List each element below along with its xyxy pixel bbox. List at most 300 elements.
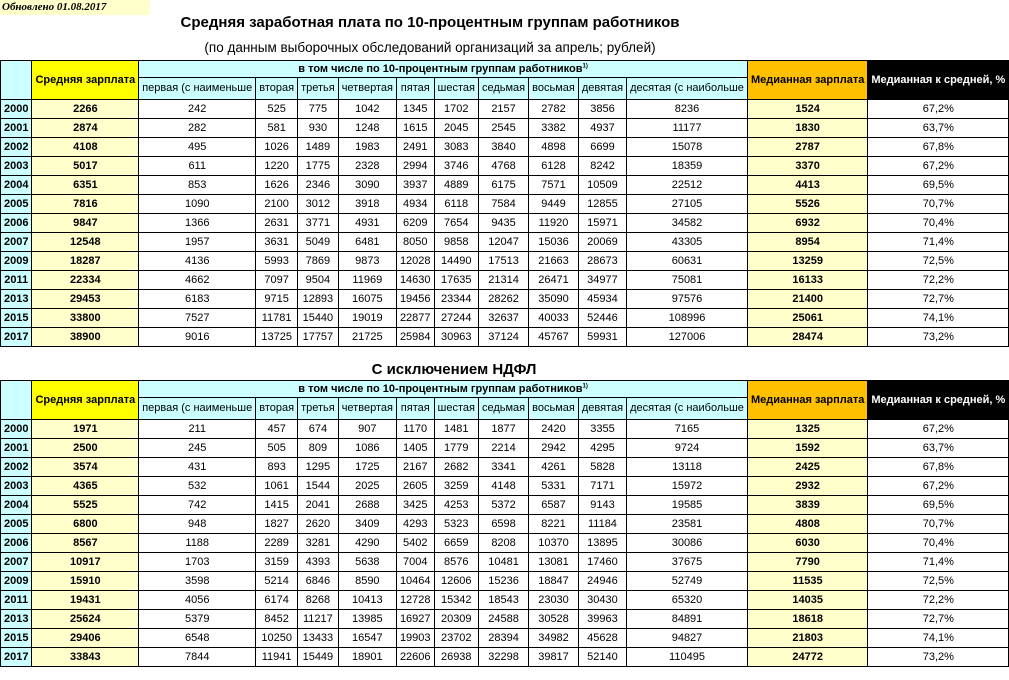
group-value-cell: 2620 bbox=[298, 515, 339, 534]
group-value-cell: 532 bbox=[139, 477, 256, 496]
page-subtitle: (по данным выборочных обследований организаций за апрель; рублей) bbox=[204, 40, 656, 55]
group-value-cell: 45767 bbox=[529, 328, 579, 347]
average-salary-cell: 25624 bbox=[32, 610, 139, 629]
group-value-cell: 4889 bbox=[434, 176, 478, 195]
group-value-cell: 1779 bbox=[434, 439, 478, 458]
group-value-cell: 30086 bbox=[627, 534, 748, 553]
group-value-cell: 6209 bbox=[396, 214, 434, 233]
group-value-cell: 15036 bbox=[529, 233, 579, 252]
year-cell: 2005 bbox=[1, 515, 32, 534]
group-value-cell: 1775 bbox=[298, 157, 339, 176]
group-value-cell: 37124 bbox=[478, 328, 528, 347]
group-value-cell: 9143 bbox=[578, 496, 626, 515]
group-value-cell: 1877 bbox=[478, 420, 528, 439]
group-value-cell: 24588 bbox=[478, 610, 528, 629]
average-salary-cell: 2266 bbox=[32, 100, 139, 119]
group-value-cell: 5638 bbox=[338, 553, 396, 572]
table-row bbox=[1, 119, 1009, 138]
header-group-2: вторая bbox=[256, 398, 298, 420]
ratio-cell: 73,2% bbox=[868, 648, 1009, 667]
group-value-cell: 775 bbox=[298, 100, 339, 119]
group-value-cell: 1345 bbox=[396, 100, 434, 119]
group-value-cell: 13895 bbox=[578, 534, 626, 553]
group-value-cell: 525 bbox=[256, 100, 298, 119]
header-median-to-average: Медианная к средней, % bbox=[868, 381, 1009, 420]
group-value-cell: 32298 bbox=[478, 648, 528, 667]
group-value-cell: 39963 bbox=[578, 610, 626, 629]
group-value-cell: 1957 bbox=[139, 233, 256, 252]
group-value-cell: 3083 bbox=[434, 138, 478, 157]
group-value-cell: 21725 bbox=[338, 328, 396, 347]
header-row bbox=[1, 381, 1009, 398]
group-value-cell: 2688 bbox=[338, 496, 396, 515]
table-row bbox=[1, 591, 1009, 610]
header-group-9: девятая bbox=[578, 78, 626, 100]
group-value-cell: 2041 bbox=[298, 496, 339, 515]
ratio-cell: 74,1% bbox=[868, 309, 1009, 328]
year-cell: 2006 bbox=[1, 214, 32, 233]
group-value-cell: 6481 bbox=[338, 233, 396, 252]
group-value-cell: 2289 bbox=[256, 534, 298, 553]
group-value-cell: 2100 bbox=[256, 195, 298, 214]
median-salary-cell: 4413 bbox=[747, 176, 867, 195]
group-value-cell: 1170 bbox=[396, 420, 434, 439]
group-value-cell: 45934 bbox=[578, 290, 626, 309]
year-cell: 2007 bbox=[1, 233, 32, 252]
group-value-cell: 242 bbox=[139, 100, 256, 119]
average-salary-cell: 19431 bbox=[32, 591, 139, 610]
group-value-cell: 495 bbox=[139, 138, 256, 157]
group-value-cell: 27105 bbox=[627, 195, 748, 214]
average-salary-cell: 1971 bbox=[32, 420, 139, 439]
group-value-cell: 22877 bbox=[396, 309, 434, 328]
group-value-cell: 1415 bbox=[256, 496, 298, 515]
group-value-cell: 15972 bbox=[627, 477, 748, 496]
group-value-cell: 8268 bbox=[298, 591, 339, 610]
group-value-cell: 2167 bbox=[396, 458, 434, 477]
ratio-cell: 71,4% bbox=[868, 233, 1009, 252]
group-value-cell: 907 bbox=[338, 420, 396, 439]
table-row bbox=[1, 496, 1009, 515]
median-salary-cell: 2787 bbox=[747, 138, 867, 157]
group-value-cell: 5049 bbox=[298, 233, 339, 252]
group-value-cell: 742 bbox=[139, 496, 256, 515]
group-value-cell: 431 bbox=[139, 458, 256, 477]
table-row bbox=[1, 309, 1009, 328]
group-value-cell: 22606 bbox=[396, 648, 434, 667]
group-value-cell: 4253 bbox=[434, 496, 478, 515]
ratio-cell: 69,5% bbox=[868, 496, 1009, 515]
group-value-cell: 16547 bbox=[338, 629, 396, 648]
group-value-cell: 94827 bbox=[627, 629, 748, 648]
median-salary-cell: 7790 bbox=[747, 553, 867, 572]
group-value-cell: 893 bbox=[256, 458, 298, 477]
group-value-cell: 6174 bbox=[256, 591, 298, 610]
group-value-cell: 15449 bbox=[298, 648, 339, 667]
group-value-cell: 5372 bbox=[478, 496, 528, 515]
group-value-cell: 853 bbox=[139, 176, 256, 195]
median-salary-cell: 16133 bbox=[747, 271, 867, 290]
group-value-cell: 17757 bbox=[298, 328, 339, 347]
group-value-cell: 40033 bbox=[529, 309, 579, 328]
group-value-cell: 2346 bbox=[298, 176, 339, 195]
group-value-cell: 3771 bbox=[298, 214, 339, 233]
group-value-cell: 6548 bbox=[139, 629, 256, 648]
group-value-cell: 6128 bbox=[529, 157, 579, 176]
header-group-7: седьмая bbox=[478, 398, 528, 420]
group-value-cell: 21314 bbox=[478, 271, 528, 290]
average-salary-cell: 6800 bbox=[32, 515, 139, 534]
group-value-cell: 3918 bbox=[338, 195, 396, 214]
year-cell: 2002 bbox=[1, 458, 32, 477]
average-salary-cell: 9847 bbox=[32, 214, 139, 233]
ratio-cell: 73,2% bbox=[868, 328, 1009, 347]
year-cell: 2006 bbox=[1, 534, 32, 553]
ratio-cell: 67,8% bbox=[868, 138, 1009, 157]
ratio-cell: 72,7% bbox=[868, 610, 1009, 629]
group-value-cell: 13725 bbox=[256, 328, 298, 347]
median-salary-cell: 1592 bbox=[747, 439, 867, 458]
group-value-cell: 22512 bbox=[627, 176, 748, 195]
group-value-cell: 9873 bbox=[338, 252, 396, 271]
median-salary-cell: 28474 bbox=[747, 328, 867, 347]
header-group-4: четвертая bbox=[338, 78, 396, 100]
median-salary-cell: 6932 bbox=[747, 214, 867, 233]
table-row bbox=[1, 477, 1009, 496]
group-value-cell: 809 bbox=[298, 439, 339, 458]
group-value-cell: 30430 bbox=[578, 591, 626, 610]
group-value-cell: 34582 bbox=[627, 214, 748, 233]
ratio-cell: 67,2% bbox=[868, 420, 1009, 439]
group-value-cell: 4136 bbox=[139, 252, 256, 271]
group-value-cell: 16075 bbox=[338, 290, 396, 309]
group-value-cell: 4290 bbox=[338, 534, 396, 553]
year-cell: 2000 bbox=[1, 420, 32, 439]
header-group-8: восьмая bbox=[529, 78, 579, 100]
group-value-cell: 12855 bbox=[578, 195, 626, 214]
group-value-cell: 23581 bbox=[627, 515, 748, 534]
group-value-cell: 4056 bbox=[139, 591, 256, 610]
group-value-cell: 24946 bbox=[578, 572, 626, 591]
average-salary-cell: 38900 bbox=[32, 328, 139, 347]
group-value-cell: 97576 bbox=[627, 290, 748, 309]
group-value-cell: 2420 bbox=[529, 420, 579, 439]
header-group-10: десятая (с наибольше bbox=[627, 78, 748, 100]
group-value-cell: 110495 bbox=[627, 648, 748, 667]
median-salary-cell: 6030 bbox=[747, 534, 867, 553]
group-value-cell: 2157 bbox=[478, 100, 528, 119]
median-salary-cell: 1524 bbox=[747, 100, 867, 119]
table-row bbox=[1, 553, 1009, 572]
group-value-cell: 2682 bbox=[434, 458, 478, 477]
group-value-cell: 13118 bbox=[627, 458, 748, 477]
group-value-cell: 2491 bbox=[396, 138, 434, 157]
ratio-cell: 67,2% bbox=[868, 100, 1009, 119]
year-cell: 2003 bbox=[1, 157, 32, 176]
group-value-cell: 1702 bbox=[434, 100, 478, 119]
group-value-cell: 3856 bbox=[578, 100, 626, 119]
group-value-cell: 23702 bbox=[434, 629, 478, 648]
table-row bbox=[1, 157, 1009, 176]
group-value-cell: 6659 bbox=[434, 534, 478, 553]
group-value-cell: 581 bbox=[256, 119, 298, 138]
group-value-cell: 505 bbox=[256, 439, 298, 458]
group-value-cell: 10509 bbox=[578, 176, 626, 195]
group-value-cell: 3259 bbox=[434, 477, 478, 496]
header-median-salary: Медианная зарплата bbox=[747, 61, 867, 100]
group-value-cell: 7004 bbox=[396, 553, 434, 572]
group-value-cell: 75081 bbox=[627, 271, 748, 290]
group-value-cell: 30963 bbox=[434, 328, 478, 347]
group-value-cell: 52446 bbox=[578, 309, 626, 328]
header-group-8: восьмая bbox=[529, 398, 579, 420]
ratio-cell: 72,7% bbox=[868, 290, 1009, 309]
header-group-10: десятая (с наибольше bbox=[627, 398, 748, 420]
group-value-cell: 14630 bbox=[396, 271, 434, 290]
median-salary-cell: 21803 bbox=[747, 629, 867, 648]
average-salary-cell: 3574 bbox=[32, 458, 139, 477]
average-salary-cell: 2500 bbox=[32, 439, 139, 458]
group-value-cell: 4931 bbox=[338, 214, 396, 233]
median-salary-cell: 25061 bbox=[747, 309, 867, 328]
year-cell: 2004 bbox=[1, 496, 32, 515]
group-value-cell: 17635 bbox=[434, 271, 478, 290]
groups-caption-footnote: 1) bbox=[582, 383, 588, 390]
group-value-cell: 19585 bbox=[627, 496, 748, 515]
group-value-cell: 19456 bbox=[396, 290, 434, 309]
group-value-cell: 930 bbox=[298, 119, 339, 138]
table-row bbox=[1, 572, 1009, 591]
group-value-cell: 23344 bbox=[434, 290, 478, 309]
header-group-6: шестая bbox=[434, 78, 478, 100]
group-value-cell: 9715 bbox=[256, 290, 298, 309]
group-value-cell: 3012 bbox=[298, 195, 339, 214]
average-salary-cell: 29406 bbox=[32, 629, 139, 648]
group-value-cell: 43305 bbox=[627, 233, 748, 252]
group-value-cell: 11217 bbox=[298, 610, 339, 629]
group-value-cell: 4934 bbox=[396, 195, 434, 214]
group-value-cell: 15236 bbox=[478, 572, 528, 591]
group-value-cell: 21663 bbox=[529, 252, 579, 271]
group-value-cell: 28673 bbox=[578, 252, 626, 271]
group-value-cell: 15971 bbox=[578, 214, 626, 233]
group-value-cell: 9435 bbox=[478, 214, 528, 233]
group-value-cell: 11184 bbox=[578, 515, 626, 534]
group-value-cell: 1042 bbox=[338, 100, 396, 119]
group-value-cell: 4662 bbox=[139, 271, 256, 290]
group-value-cell: 127006 bbox=[627, 328, 748, 347]
group-value-cell: 3425 bbox=[396, 496, 434, 515]
group-value-cell: 18543 bbox=[478, 591, 528, 610]
group-value-cell: 11781 bbox=[256, 309, 298, 328]
group-value-cell: 5331 bbox=[529, 477, 579, 496]
group-value-cell: 10413 bbox=[338, 591, 396, 610]
group-value-cell: 6118 bbox=[434, 195, 478, 214]
year-cell: 2011 bbox=[1, 271, 32, 290]
ratio-cell: 72,5% bbox=[868, 572, 1009, 591]
group-value-cell: 1248 bbox=[338, 119, 396, 138]
group-value-cell: 28262 bbox=[478, 290, 528, 309]
ratio-cell: 70,4% bbox=[868, 214, 1009, 233]
group-value-cell: 65320 bbox=[627, 591, 748, 610]
median-salary-cell: 13259 bbox=[747, 252, 867, 271]
year-cell: 2004 bbox=[1, 176, 32, 195]
group-value-cell: 34977 bbox=[578, 271, 626, 290]
group-value-cell: 11969 bbox=[338, 271, 396, 290]
median-salary-cell: 8954 bbox=[747, 233, 867, 252]
group-value-cell: 59931 bbox=[578, 328, 626, 347]
group-value-cell: 12047 bbox=[478, 233, 528, 252]
group-value-cell: 9858 bbox=[434, 233, 478, 252]
group-value-cell: 6699 bbox=[578, 138, 626, 157]
group-value-cell: 7571 bbox=[529, 176, 579, 195]
group-value-cell: 1188 bbox=[139, 534, 256, 553]
ratio-cell: 63,7% bbox=[868, 119, 1009, 138]
group-value-cell: 12893 bbox=[298, 290, 339, 309]
group-value-cell: 2631 bbox=[256, 214, 298, 233]
group-value-cell: 10481 bbox=[478, 553, 528, 572]
group-value-cell: 19019 bbox=[338, 309, 396, 328]
group-value-cell: 2328 bbox=[338, 157, 396, 176]
group-value-cell: 3159 bbox=[256, 553, 298, 572]
header-group-5: пятая bbox=[396, 78, 434, 100]
group-value-cell: 15440 bbox=[298, 309, 339, 328]
year-cell: 2001 bbox=[1, 439, 32, 458]
table-row bbox=[1, 610, 1009, 629]
group-value-cell: 26471 bbox=[529, 271, 579, 290]
group-value-cell: 8208 bbox=[478, 534, 528, 553]
group-value-cell: 10370 bbox=[529, 534, 579, 553]
group-value-cell: 4148 bbox=[478, 477, 528, 496]
group-value-cell: 14490 bbox=[434, 252, 478, 271]
group-value-cell: 20309 bbox=[434, 610, 478, 629]
table-row bbox=[1, 100, 1009, 119]
group-value-cell: 2025 bbox=[338, 477, 396, 496]
group-value-cell: 35090 bbox=[529, 290, 579, 309]
group-value-cell: 211 bbox=[139, 420, 256, 439]
table-row bbox=[1, 252, 1009, 271]
header-group-2: вторая bbox=[256, 78, 298, 100]
group-value-cell: 7869 bbox=[298, 252, 339, 271]
table-row bbox=[1, 138, 1009, 157]
average-salary-cell: 18287 bbox=[32, 252, 139, 271]
year-cell: 2009 bbox=[1, 572, 32, 591]
group-value-cell: 7654 bbox=[434, 214, 478, 233]
group-value-cell: 6846 bbox=[298, 572, 339, 591]
group-value-cell: 1725 bbox=[338, 458, 396, 477]
group-value-cell: 7844 bbox=[139, 648, 256, 667]
header-group-9: девятая bbox=[578, 398, 626, 420]
group-value-cell: 12028 bbox=[396, 252, 434, 271]
group-value-cell: 4293 bbox=[396, 515, 434, 534]
group-value-cell: 4768 bbox=[478, 157, 528, 176]
group-value-cell: 1220 bbox=[256, 157, 298, 176]
table-row bbox=[1, 328, 1009, 347]
group-value-cell: 1544 bbox=[298, 477, 339, 496]
page-title: Средняя заработная плата по 10-процентным группам работников bbox=[180, 14, 680, 31]
header-group-5: пятая bbox=[396, 398, 434, 420]
group-value-cell: 5993 bbox=[256, 252, 298, 271]
ratio-cell: 63,7% bbox=[868, 439, 1009, 458]
group-value-cell: 7097 bbox=[256, 271, 298, 290]
ratio-cell: 71,4% bbox=[868, 553, 1009, 572]
table-row bbox=[1, 439, 1009, 458]
group-value-cell: 30528 bbox=[529, 610, 579, 629]
ratio-cell: 70,4% bbox=[868, 534, 1009, 553]
group-value-cell: 18901 bbox=[338, 648, 396, 667]
group-value-cell: 9449 bbox=[529, 195, 579, 214]
header-group-1: первая (с наименьше bbox=[139, 78, 256, 100]
group-value-cell: 674 bbox=[298, 420, 339, 439]
group-value-cell: 7165 bbox=[627, 420, 748, 439]
table-row bbox=[1, 420, 1009, 439]
median-salary-cell: 14035 bbox=[747, 591, 867, 610]
group-value-cell: 1061 bbox=[256, 477, 298, 496]
header-corner bbox=[1, 381, 32, 420]
table-row bbox=[1, 271, 1009, 290]
median-salary-cell: 5526 bbox=[747, 195, 867, 214]
header-group-4: четвертая bbox=[338, 398, 396, 420]
group-value-cell: 1090 bbox=[139, 195, 256, 214]
group-value-cell: 3840 bbox=[478, 138, 528, 157]
group-value-cell: 245 bbox=[139, 439, 256, 458]
median-salary-cell: 11535 bbox=[747, 572, 867, 591]
group-value-cell: 3746 bbox=[434, 157, 478, 176]
header-median-to-average: Медианная к средней, % bbox=[868, 61, 1009, 100]
group-value-cell: 3281 bbox=[298, 534, 339, 553]
average-salary-cell: 10917 bbox=[32, 553, 139, 572]
header-group-6: шестая bbox=[434, 398, 478, 420]
group-value-cell: 4393 bbox=[298, 553, 339, 572]
group-value-cell: 18847 bbox=[529, 572, 579, 591]
group-value-cell: 2994 bbox=[396, 157, 434, 176]
ratio-cell: 74,1% bbox=[868, 629, 1009, 648]
group-value-cell: 3341 bbox=[478, 458, 528, 477]
median-salary-cell: 18618 bbox=[747, 610, 867, 629]
ratio-cell: 70,7% bbox=[868, 195, 1009, 214]
group-value-cell: 1489 bbox=[298, 138, 339, 157]
ratio-cell: 70,7% bbox=[868, 515, 1009, 534]
group-value-cell: 2545 bbox=[478, 119, 528, 138]
average-salary-cell: 6351 bbox=[32, 176, 139, 195]
average-salary-cell: 15910 bbox=[32, 572, 139, 591]
ratio-cell: 67,8% bbox=[868, 458, 1009, 477]
average-salary-cell: 2874 bbox=[32, 119, 139, 138]
average-salary-cell: 33843 bbox=[32, 648, 139, 667]
group-value-cell: 948 bbox=[139, 515, 256, 534]
group-value-cell: 17460 bbox=[578, 553, 626, 572]
group-value-cell: 18359 bbox=[627, 157, 748, 176]
group-value-cell: 3382 bbox=[529, 119, 579, 138]
year-cell: 2017 bbox=[1, 648, 32, 667]
group-value-cell: 3598 bbox=[139, 572, 256, 591]
group-value-cell: 1366 bbox=[139, 214, 256, 233]
header-average-salary: Средняя зарплата bbox=[32, 381, 139, 420]
ratio-cell: 67,2% bbox=[868, 157, 1009, 176]
group-value-cell: 34982 bbox=[529, 629, 579, 648]
year-cell: 2001 bbox=[1, 119, 32, 138]
group-value-cell: 11177 bbox=[627, 119, 748, 138]
group-value-cell: 282 bbox=[139, 119, 256, 138]
group-value-cell: 6598 bbox=[478, 515, 528, 534]
median-salary-cell: 24772 bbox=[747, 648, 867, 667]
group-value-cell: 8242 bbox=[578, 157, 626, 176]
group-value-cell: 60631 bbox=[627, 252, 748, 271]
header-groups-caption bbox=[139, 61, 748, 78]
header-group-7: седьмая bbox=[478, 78, 528, 100]
year-cell: 2002 bbox=[1, 138, 32, 157]
median-salary-cell: 3370 bbox=[747, 157, 867, 176]
